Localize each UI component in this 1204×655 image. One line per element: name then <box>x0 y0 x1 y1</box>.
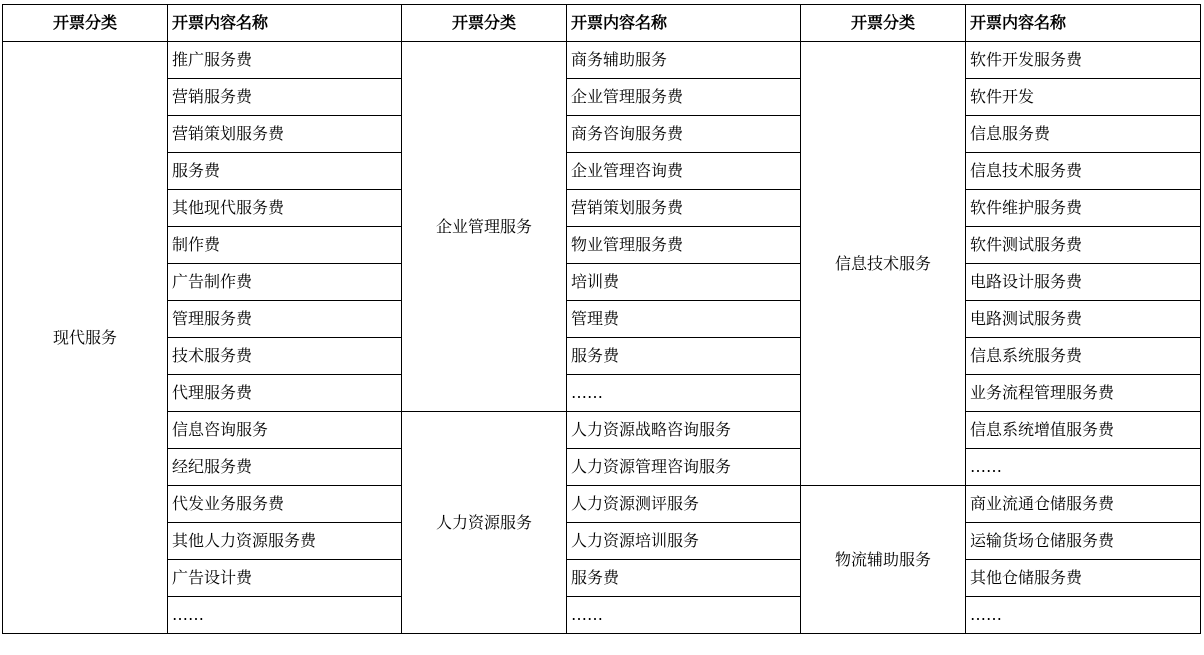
item-name-cell: 信息服务费 <box>966 116 1201 153</box>
item-name-cell: 业务流程管理服务费 <box>966 375 1201 412</box>
item-name-cell: 信息技术服务费 <box>966 153 1201 190</box>
item-name-cell: 培训费 <box>567 264 801 301</box>
header-item-name: 开票内容名称 <box>567 5 801 42</box>
table-row <box>3 264 1201 301</box>
table-row <box>3 375 1201 412</box>
item-name-cell: 人力资源战略咨询服务 <box>567 412 801 449</box>
header-category: 开票分类 <box>402 5 567 42</box>
item-name-cell: …… <box>567 597 801 634</box>
item-name-cell: 软件维护服务费 <box>966 190 1201 227</box>
table-row <box>3 42 1201 79</box>
table-row <box>3 190 1201 227</box>
item-name-cell: 人力资源测评服务 <box>567 486 801 523</box>
table-row <box>3 523 1201 560</box>
item-name-cell: …… <box>567 375 801 412</box>
item-name-cell: 商务辅助服务 <box>567 42 801 79</box>
item-name-cell: 电路设计服务费 <box>966 264 1201 301</box>
header-category: 开票分类 <box>801 5 966 42</box>
item-name-cell: 营销策划服务费 <box>168 116 402 153</box>
item-name-cell: 技术服务费 <box>168 338 402 375</box>
item-name-cell: 营销服务费 <box>168 79 402 116</box>
item-name-cell: 软件开发 <box>966 79 1201 116</box>
item-name-cell: 人力资源培训服务 <box>567 523 801 560</box>
item-name-cell: 推广服务费 <box>168 42 402 79</box>
item-name-cell: 企业管理咨询费 <box>567 153 801 190</box>
table-row <box>3 116 1201 153</box>
item-name-cell: 服务费 <box>567 338 801 375</box>
header-item-name: 开票内容名称 <box>966 5 1201 42</box>
table-row <box>3 412 1201 449</box>
item-name-cell: 其他仓储服务费 <box>966 560 1201 597</box>
category-cell: 人力资源服务 <box>402 412 567 634</box>
item-name-cell: …… <box>966 597 1201 634</box>
table-row <box>3 79 1201 116</box>
item-name-cell: 代理服务费 <box>168 375 402 412</box>
category-cell: 物流辅助服务 <box>801 486 966 634</box>
table-row <box>3 560 1201 597</box>
item-name-cell: 其他人力资源服务费 <box>168 523 402 560</box>
item-name-cell: 经纪服务费 <box>168 449 402 486</box>
item-name-cell: 软件开发服务费 <box>966 42 1201 79</box>
item-name-cell: 运输货场仓储服务费 <box>966 523 1201 560</box>
table-row <box>3 449 1201 486</box>
item-name-cell: 商业流通仓储服务费 <box>966 486 1201 523</box>
item-name-cell: 广告制作费 <box>168 264 402 301</box>
header-category: 开票分类 <box>3 5 168 42</box>
item-name-cell: 人力资源管理咨询服务 <box>567 449 801 486</box>
item-name-cell: 软件测试服务费 <box>966 227 1201 264</box>
item-name-cell: …… <box>966 449 1201 486</box>
item-name-cell: 服务费 <box>567 560 801 597</box>
item-name-cell: …… <box>168 597 402 634</box>
item-name-cell: 管理服务费 <box>168 301 402 338</box>
category-cell: 信息技术服务 <box>801 42 966 486</box>
item-name-cell: 营销策划服务费 <box>567 190 801 227</box>
item-name-cell: 代发业务服务费 <box>168 486 402 523</box>
item-name-cell: 信息系统服务费 <box>966 338 1201 375</box>
table-row <box>3 486 1201 523</box>
item-name-cell: 商务咨询服务费 <box>567 116 801 153</box>
item-name-cell: 服务费 <box>168 153 402 190</box>
item-name-cell: 其他现代服务费 <box>168 190 402 227</box>
item-name-cell: 信息系统增值服务费 <box>966 412 1201 449</box>
item-name-cell: 广告设计费 <box>168 560 402 597</box>
category-cell: 现代服务 <box>3 42 168 634</box>
header-item-name: 开票内容名称 <box>168 5 402 42</box>
table-row <box>3 338 1201 375</box>
header-row <box>3 5 1201 42</box>
item-name-cell: 电路测试服务费 <box>966 301 1201 338</box>
table-row <box>3 301 1201 338</box>
table-row <box>3 597 1201 634</box>
item-name-cell: 企业管理服务费 <box>567 79 801 116</box>
invoice-category-table <box>2 4 1201 634</box>
table-row <box>3 153 1201 190</box>
item-name-cell: 制作费 <box>168 227 402 264</box>
item-name-cell: 物业管理服务费 <box>567 227 801 264</box>
table-row <box>3 227 1201 264</box>
item-name-cell: 信息咨询服务 <box>168 412 402 449</box>
item-name-cell: 管理费 <box>567 301 801 338</box>
category-cell: 企业管理服务 <box>402 42 567 412</box>
